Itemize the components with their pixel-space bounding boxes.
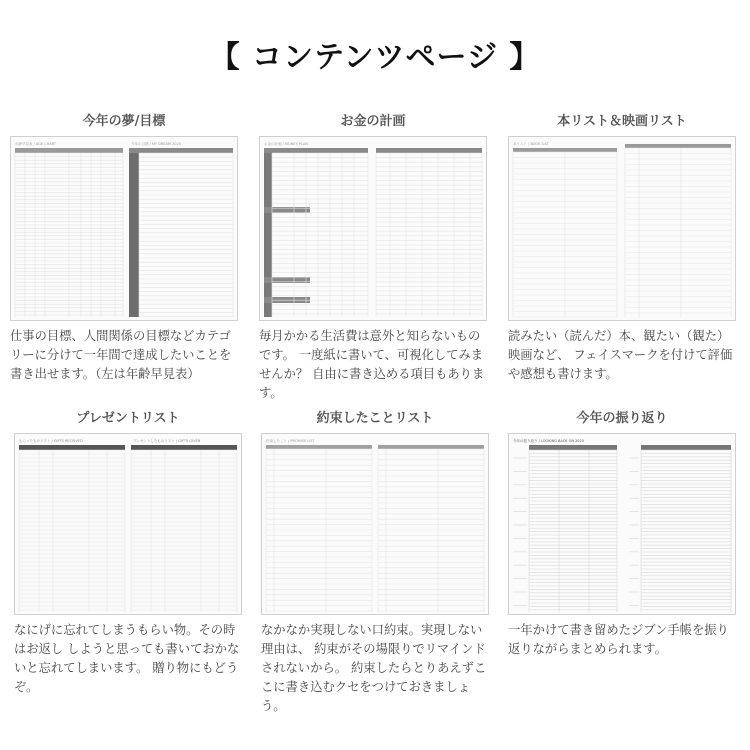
thumbnail-book-page [508, 136, 736, 321]
thumb-label: もらったものリスト / GIFTS RECEIVED [19, 439, 83, 443]
card-description: 仕事の目標、人間関係の目標などカテゴリーに分けて一年間で達成したいことを書き出せます。（左は年齢早見表） [10, 329, 232, 381]
thumb-label: 本リスト / BOOK LIST [513, 142, 549, 146]
card-title: プレゼントリスト [76, 411, 180, 426]
thumbnail-promise-page [261, 433, 489, 615]
card-present-list [14, 410, 242, 697]
thumb-label: 約束したこと / PROMISE LIST [266, 439, 315, 443]
thumbnail-review-page [508, 433, 736, 615]
card-year-review [508, 410, 736, 659]
card-description: 読みたい（読んだ）本、観たい（観た）映画など、 フェイスマークを付けて評価や感想も書けます。 [508, 329, 733, 381]
card-title: お金の計画 [340, 114, 406, 129]
card-title: 本リスト＆映画リスト [557, 114, 687, 129]
thumb-label: 今年の振り返り / LOOKING BACK ON 2025 [513, 439, 584, 443]
card-title: 約束したことリスト [316, 411, 434, 426]
thumb-label: 年齢早見表 / AGE CHART [15, 142, 57, 146]
card-title: 今年の夢/目標 [82, 114, 166, 129]
thumbnail-money-page [259, 136, 487, 321]
page-title: 【 コンテンツページ 】 [209, 40, 541, 75]
thumbnail-dream-page [10, 136, 238, 321]
card-money-plan [259, 113, 487, 403]
thumb-label: プレゼントしたものリスト / GIFTS GIVEN [133, 439, 201, 443]
card-description: 毎月かかる生活費は意外と知らないものです。 一度紙に書いて、可視化してみませんか？ 自由に書き込める項目もあります。 [259, 329, 485, 400]
card-description: なかなか実現しない口約束。実現しない理由は、 約束がその場限りでリマインドされないから。 約束したらとりあえずここに書き込むクセをつけておきましょう。 [261, 623, 487, 713]
card-description: 一年かけて書き留めたジブン手帳を振り返りながらまとめられます。 [508, 623, 729, 656]
card-title: 今年の振り返り [576, 411, 668, 426]
thumb-label: お金の計画 / MONEY PLAN [264, 142, 308, 146]
card-book-movie-list [508, 113, 736, 384]
card-description: なにげに忘れてしまうもらい物。その時はお返し しようと思っても書いておかないと忘れてしまいます。 贈り物にもどうぞ。 [14, 623, 240, 694]
thumb-label: 今年の目標 / MY DREAM 2025 [131, 142, 181, 146]
thumbnail-present-page [14, 433, 242, 615]
card-promise-list [261, 410, 489, 716]
card-yearly-dream [10, 113, 238, 384]
